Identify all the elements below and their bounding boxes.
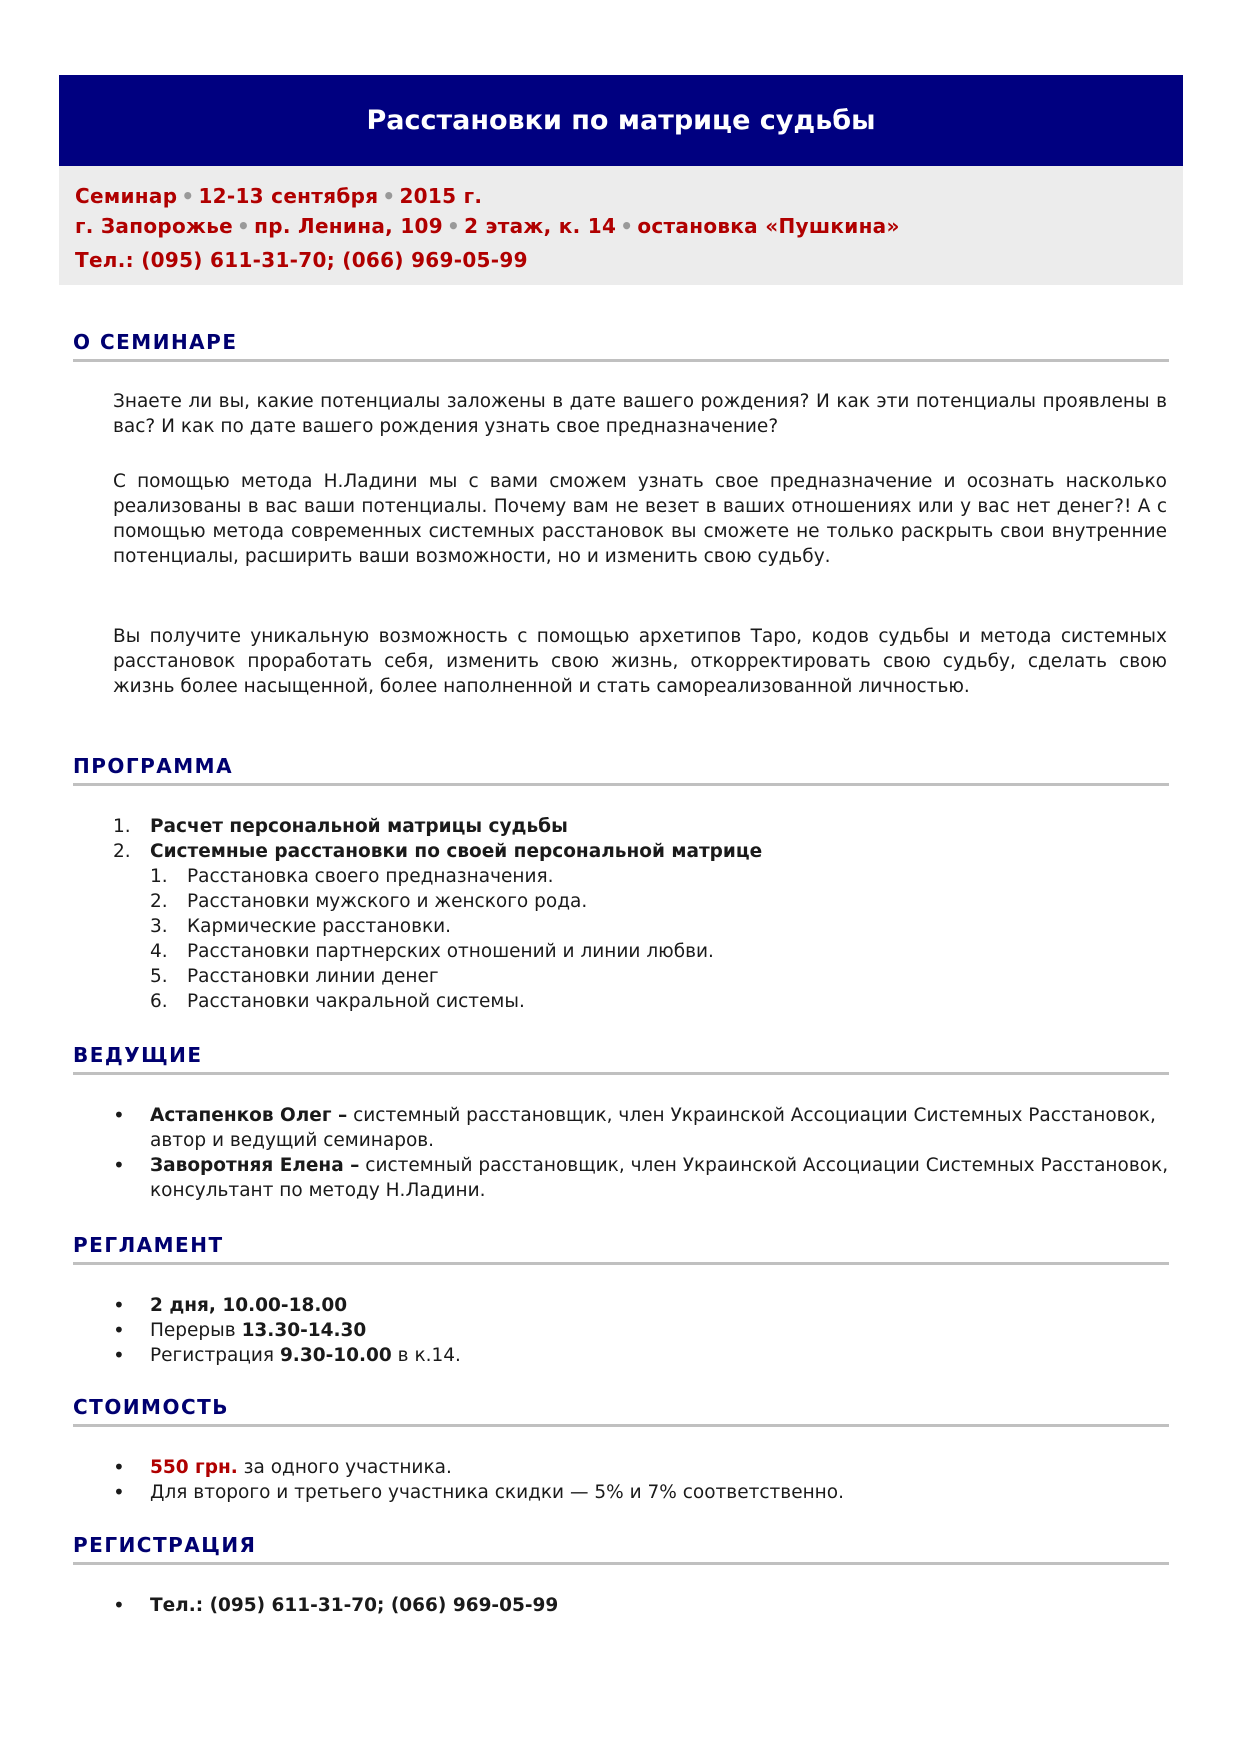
sub-list-item xyxy=(113,989,1173,1014)
sub-list-item xyxy=(113,864,1173,889)
price-amount: 550 грн. xyxy=(150,1457,238,1478)
schedule-registration xyxy=(150,1343,1173,1368)
price-per: за одного участника. xyxy=(237,1457,452,1478)
list-item xyxy=(113,1103,1173,1153)
list-item xyxy=(113,1293,1173,1318)
program-list xyxy=(113,814,1173,1014)
bullet-icon: • xyxy=(113,1593,125,1617)
sub-list-item xyxy=(113,914,1173,939)
separator-dot: • xyxy=(446,214,461,238)
event-phone: Тел.: (095) 611-31-70; (066) 969-05-99 xyxy=(75,248,528,272)
bullet-icon: • xyxy=(113,1455,125,1479)
event-street: пр. Ленина, 109 xyxy=(254,214,443,238)
separator-dot: • xyxy=(237,214,251,238)
list-number: 2. xyxy=(150,891,168,912)
list-item xyxy=(113,1455,1173,1480)
sub-list-item xyxy=(113,889,1173,914)
price-discount: Для второго и третьего участника скидки — 5% и 7% соответственно. xyxy=(150,1482,844,1503)
schedule-list xyxy=(113,1293,1173,1368)
sub-list-item xyxy=(113,939,1173,964)
list-number: 2. xyxy=(113,841,131,862)
host-description: системный расстановщик, член Украинской Ассоциации Системных Расстановок, автор и ведущий семинаров. xyxy=(150,1105,1156,1151)
list-item xyxy=(113,1343,1173,1368)
program-item-text: Расчет персональной матрицы судьбы xyxy=(150,816,568,837)
bullet-icon: • xyxy=(113,1480,125,1504)
list-item xyxy=(113,1480,1173,1505)
sub-list-item xyxy=(113,964,1173,989)
list-number: 6. xyxy=(150,991,168,1012)
event-address-line xyxy=(75,211,1183,241)
separator-dot: • xyxy=(382,184,396,208)
sub-item-text: Кармические расстановки. xyxy=(187,916,452,937)
registration-time: 9.30-10.00 xyxy=(279,1345,392,1366)
sub-item-text: Расстановки чакральной системы. xyxy=(187,991,525,1012)
section-title-about: О СЕМИНАРЕ xyxy=(73,328,1169,362)
schedule-days: 2 дня, 10.00-18.00 xyxy=(150,1295,348,1316)
sub-item-text: Расстановка своего предназначения. xyxy=(187,866,554,887)
about-paragraph-3: Вы получите уникальную возможность с помощью архетипов Таро, кодов судьбы и метода системных расстановок проработать себя, изменить свою жизнь, откорректировать свою судьбу, сделать свою жизнь более насыщенной, более наполненной и стать самореализованной личностью. xyxy=(113,626,1167,697)
registration-list xyxy=(113,1593,1173,1618)
separator-dot: • xyxy=(181,184,195,208)
break-time: 13.30-14.30 xyxy=(241,1320,367,1341)
event-dates: 12-13 сентября xyxy=(198,184,379,208)
section-program xyxy=(73,752,1169,786)
host-entry xyxy=(150,1153,1173,1203)
bullet-icon: • xyxy=(113,1153,125,1177)
registration-label: Регистрация xyxy=(150,1345,280,1366)
event-year: 2015 г. xyxy=(399,184,483,208)
list-number: 5. xyxy=(150,966,168,987)
section-schedule xyxy=(73,1231,1169,1265)
registration-phone: Тел.: (095) 611-31-70; (066) 969-05-99 xyxy=(150,1595,559,1616)
event-info-box xyxy=(59,166,1183,285)
break-label: Перерыв xyxy=(150,1320,242,1341)
schedule-break xyxy=(150,1318,1173,1343)
section-registration xyxy=(73,1531,1169,1565)
list-item xyxy=(113,814,1173,839)
sub-item-text: Расстановки мужского и женского рода. xyxy=(187,891,588,912)
event-stop: остановка «Пушкина» xyxy=(637,214,900,238)
host-name: Заворотняя Елена – xyxy=(150,1155,360,1176)
hosts-list xyxy=(113,1103,1173,1203)
list-item xyxy=(113,839,1173,864)
section-price xyxy=(73,1393,1169,1427)
list-number: 1. xyxy=(113,816,131,837)
section-title-price: СТОИМОСТЬ xyxy=(73,1393,1169,1427)
bullet-icon: • xyxy=(113,1318,125,1342)
section-hosts xyxy=(73,1041,1169,1075)
section-title-schedule: РЕГЛАМЕНТ xyxy=(73,1231,1169,1265)
list-item xyxy=(113,1593,1173,1618)
program-item-text: Системные расстановки по своей персональной матрице xyxy=(150,841,763,862)
bullet-icon: • xyxy=(113,1343,125,1367)
list-item xyxy=(113,1153,1173,1203)
separator-dot: • xyxy=(620,214,634,238)
document-title: Расстановки по матрице судьбы xyxy=(59,75,1183,166)
host-name: Астапенков Олег – xyxy=(150,1105,348,1126)
sub-item-text: Расстановки линии денег xyxy=(187,966,439,987)
seminar-label: Семинар xyxy=(75,184,178,208)
about-paragraph-2: С помощью метода Н.Ладини мы с вами сможем узнать свое предназначение и осознать насколько реализованы в вас ваши потенциалы. Почему вам не везет в ваших отношениях или у вас нет денег?! А с помощью метода современных системных расстановок вы сможете не только раскрыть свои внутренние потенциалы, расширить ваши возможности, но и изменить свою судьбу. xyxy=(113,471,1167,567)
section-title-hosts: ВЕДУЩИЕ xyxy=(73,1041,1169,1075)
list-number: 4. xyxy=(150,941,168,962)
event-date-line xyxy=(75,181,1183,211)
bullet-icon: • xyxy=(113,1293,125,1317)
price-entry xyxy=(150,1455,1173,1480)
event-city: г. Запорожье xyxy=(75,214,234,238)
list-number: 3. xyxy=(150,916,168,937)
sub-item-text: Расстановки партнерских отношений и линии любви. xyxy=(187,941,714,962)
bullet-icon: • xyxy=(113,1103,125,1127)
host-description: системный расстановщик, член Украинской Ассоциации Системных Расстановок, консультант по методу Н.Ладини. xyxy=(150,1155,1169,1201)
price-list xyxy=(113,1455,1173,1505)
section-about xyxy=(73,328,1169,362)
list-number: 1. xyxy=(150,866,168,887)
section-title-registration: РЕГИСТРАЦИЯ xyxy=(73,1531,1169,1565)
list-item xyxy=(113,1318,1173,1343)
registration-place: в к.14. xyxy=(391,1345,461,1366)
host-entry xyxy=(150,1103,1173,1153)
section-title-program: ПРОГРАММА xyxy=(73,752,1169,786)
event-room: 2 этаж, к. 14 xyxy=(464,214,617,238)
about-paragraph-1: Знаете ли вы, какие потенциалы заложены в дате вашего рождения? И как эти потенциалы проявлены в вас? И как по дате вашего рождения узнать свое предназначение? xyxy=(113,391,1167,437)
